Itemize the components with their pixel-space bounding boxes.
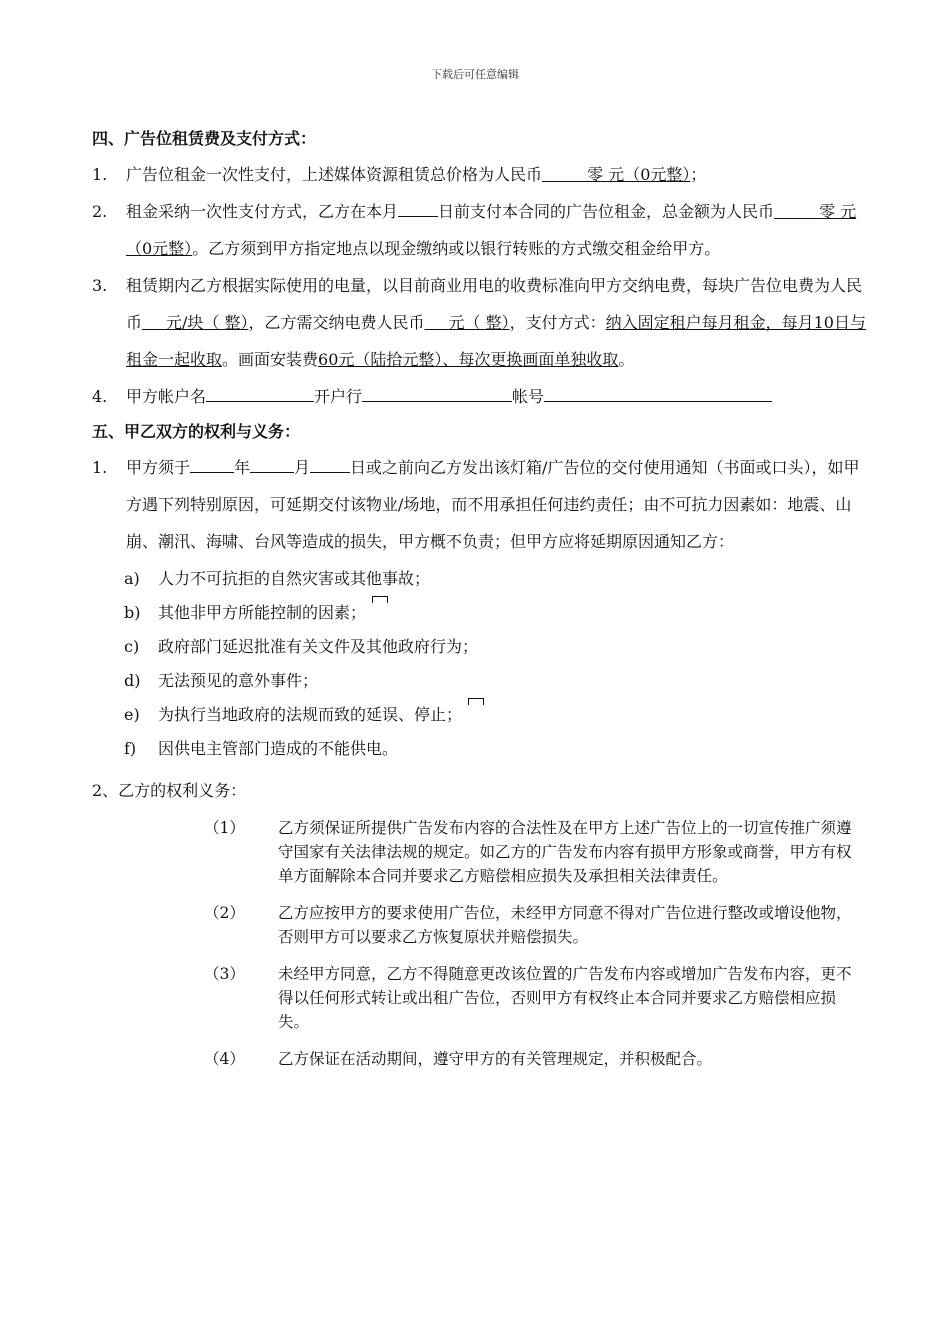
item-number: 1. <box>92 458 108 477</box>
section-5-item-1: 1. 甲方须于 年 月 日或之前向乙方发出该灯箱/广告位的交付使用通知（书面或口头），如甲方遇下列特别原因，可延期交付该物业/场地，而不用承担任何违约责任；由不可抗力因素如：地震、山崩、潮汛、海啸、台风等造成的损失，甲方概不负责；但甲方应将延期原因通知乙方： <box>92 449 872 560</box>
bank-label: 开户行 <box>314 387 363 406</box>
party-b-rights-list <box>204 816 864 1071</box>
date-blank[interactable] <box>398 198 438 217</box>
list-item: f) 因供电主管部门造成的不能供电。 <box>124 739 399 758</box>
document-body <box>92 122 872 1084</box>
rights-clause: （3） 未经甲方同意，乙方不得随意更改该位置的广告发布内容或增加广告发布内容，更不得以任何形式转让或出租广告位，否则甲方有权终止本合同并要求乙方赔偿相应损失。 <box>204 965 852 1031</box>
section-4-title: 四、广告位租赁费及支付方式： <box>92 129 317 148</box>
section-5-title: 五、甲乙双方的权利与义务： <box>92 422 301 441</box>
rights-clause: （4） 乙方保证在活动期间，遵守甲方的有关管理规定，并积极配合。 <box>204 1050 713 1068</box>
list-item: e) 为执行当地政府的法规而致的延误、停止； <box>124 698 872 732</box>
account-name-label: 甲方帐户名 <box>126 387 207 406</box>
installation-fee: 60元（陆拾元整）、每次更换画面单独收取 <box>318 350 619 369</box>
item-number: 2. <box>92 202 108 221</box>
amount-field: 零 元（0元整） <box>126 202 857 258</box>
list-item: d) 无法预见的意外事件； <box>124 671 319 690</box>
item-number: 1. <box>92 165 108 184</box>
line-break-mark-icon <box>468 698 484 705</box>
section-4-item-3: 3. 租赁期内乙方根据实际使用的电量，以目前商业用电的收费标准向甲方交纳电费，每块广告位电费为人民币 元/块（ 整），乙方需交纳电费人民币 元（ 整），支付方式：纳入固定租户每月租金，每月10日与租金一起收取。画面安装费60元（陆拾元整）、每次更换画面单独收取。 <box>92 267 872 378</box>
item-text: 广告位租金一次性支付，上述媒体资源租赁总价格为人民币 <box>126 165 543 184</box>
rights-clause: （2） 乙方应按甲方的要求使用广告位，未经甲方同意不得对广告位进行整改或增设他物，否则甲方可以要求乙方恢复原状并赔偿损失。 <box>204 904 852 946</box>
list-item: a) 人力不可抗拒的自然灾害或其他事故； <box>124 569 431 588</box>
list-item: b) 其他非甲方所能控制的因素； <box>124 596 872 630</box>
line-break-mark-icon <box>372 596 388 603</box>
bank-blank[interactable] <box>362 383 512 402</box>
party-b-rights-title: 2、乙方的权利义务： <box>92 781 247 800</box>
section-4-item-2: 2. 租金采纳一次性支付方式，乙方在本月 日前支付本合同的广告位租金，总金额为人民币 零 元（0元整）。乙方须到甲方指定地点以现金缴纳或以银行转账的方式缴交租金给甲方。 <box>92 193 872 267</box>
payment-method: 纳入固定租户每月租金，每月10日与租金一起收取 <box>126 313 866 369</box>
fee-per-board-field: 元/块（ 整） <box>166 313 249 332</box>
list-item: c) 政府部门延迟批准有关文件及其他政府行为； <box>124 637 479 656</box>
year-blank[interactable] <box>190 454 234 473</box>
item-number: 3. <box>92 276 108 295</box>
section-4-item-1: 1. 广告位租金一次性支付，上述媒体资源租赁总价格为人民币 零 元（0元整）； <box>92 156 872 193</box>
page-header-note: 下载后可任意编辑 <box>431 68 519 81</box>
fee-total-field: 元（ 整） <box>448 313 510 332</box>
item-number: 4. <box>92 387 108 406</box>
force-majeure-list <box>124 562 872 766</box>
day-blank[interactable] <box>310 454 350 473</box>
amount-field: 零 元（0元整） <box>587 165 691 184</box>
section-4-item-4 <box>92 378 872 415</box>
rights-clause: （1） 乙方须保证所提供广告发布内容的合法性及在甲方上述广告位上的一切宣传推广须遵守国家有关法律法规的规定。如乙方的广告发布内容有损甲方形象或商誉，甲方有权单方面解除本合同并要求乙方赔偿相应损失及承担相关法律责任。 <box>204 819 852 885</box>
account-number-label: 帐号 <box>512 387 545 406</box>
account-number-blank[interactable] <box>544 383 772 402</box>
account-name-blank[interactable] <box>206 383 314 402</box>
month-blank[interactable] <box>250 454 294 473</box>
